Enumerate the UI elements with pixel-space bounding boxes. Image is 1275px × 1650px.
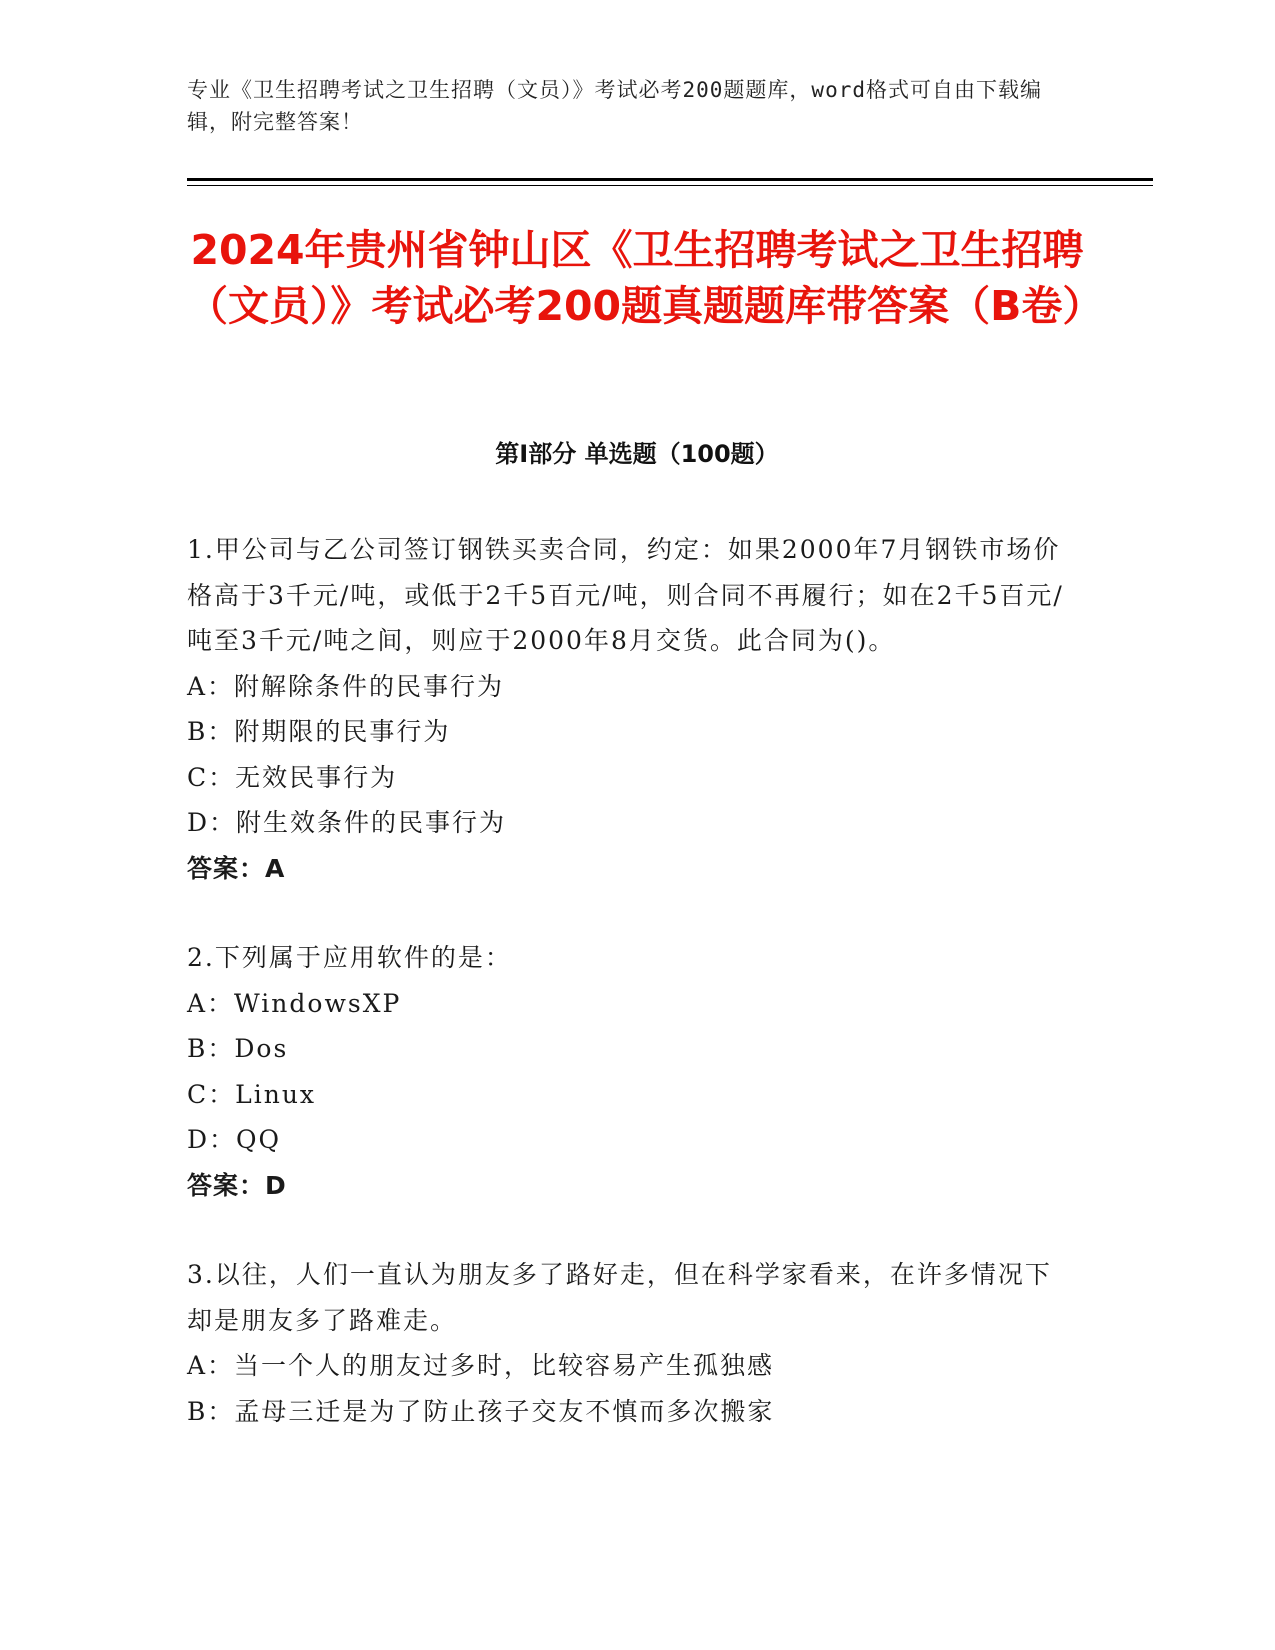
option-a: A：附解除条件的民事行为 xyxy=(187,671,505,701)
question-stem: 2.下列属于应用软件的是： xyxy=(187,943,512,972)
header-divider-thin xyxy=(187,185,1153,186)
question-1 xyxy=(187,527,1067,891)
option-c: C：Linux xyxy=(187,1079,317,1109)
option-b: B：附期限的民事行为 xyxy=(187,717,451,746)
option-d: D：QQ xyxy=(187,1125,282,1154)
option-a: A：当一个人的朋友过多时，比较容易产生孤独感 xyxy=(187,1351,775,1380)
option-d: D：附生效条件的民事行为 xyxy=(187,808,507,837)
option-b: B：Dos xyxy=(187,1034,289,1063)
question-list xyxy=(187,527,1067,1478)
question-3 xyxy=(187,1252,1067,1434)
question-2 xyxy=(187,935,1067,1208)
section-heading: 第Ⅰ部分 单选题（100题） xyxy=(495,440,779,468)
header-divider-thick xyxy=(187,178,1153,181)
header-note: 专业《卫生招聘考试之卫生招聘（文员）》考试必考200题题库，word格式可自由下载编辑，附完整答案！ xyxy=(187,78,1042,134)
answer: 答案：D xyxy=(187,1170,287,1200)
document-title: 2024年贵州省钟山区《卫生招聘考试之卫生招聘（文员）》考试必考200题真题题库带答案（B卷） xyxy=(187,226,1104,330)
question-stem: 3.以往，人们一直认为朋友多了路好走，但在科学家看来，在许多情况下却是朋友多了路难走。 xyxy=(187,1260,1052,1335)
answer: 答案：A xyxy=(187,853,286,883)
question-stem: 1.甲公司与乙公司签订钢铁买卖合同，约定：如果2000年7月钢铁市场价格高于3千元/吨，或低于2千5百元/吨，则合同不再履行；如在2千5百元/吨至3千元/吨之间，则应于2000年8月交货。此合同为()。 xyxy=(187,535,1064,655)
option-b: B：孟母三迁是为了防止孩子交友不慎而多次搬家 xyxy=(187,1396,775,1426)
option-c: C：无效民事行为 xyxy=(187,762,398,792)
option-a: A：WindowsXP xyxy=(187,988,402,1018)
